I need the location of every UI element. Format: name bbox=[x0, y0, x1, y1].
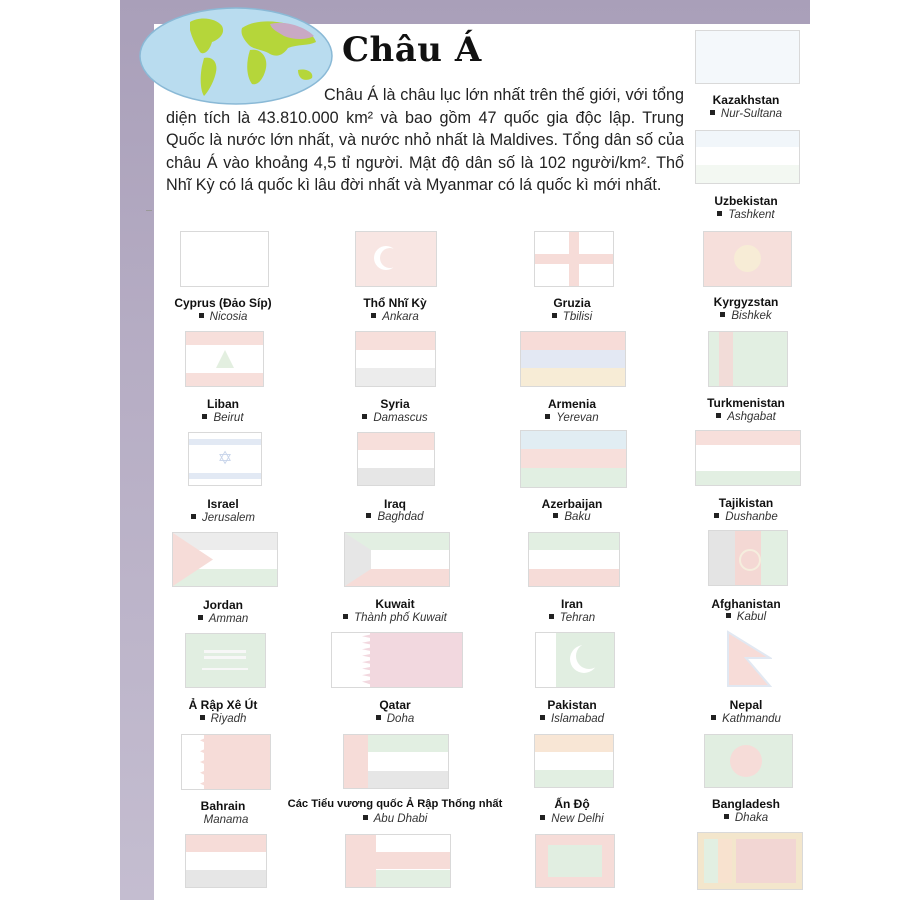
flag-bahrain bbox=[181, 734, 271, 790]
capital-name: Manama bbox=[203, 814, 249, 826]
country-name: Bangladesh bbox=[711, 797, 780, 811]
capital-name: Dhaka bbox=[646, 812, 846, 824]
intro-paragraph bbox=[166, 84, 684, 197]
flag-maldives bbox=[535, 834, 615, 888]
capital-name: Baghdad bbox=[295, 511, 495, 523]
capital-name: Kathmandu bbox=[646, 713, 846, 725]
flag-iran bbox=[528, 532, 620, 587]
country-name: Ả Rập Xê Út bbox=[188, 698, 258, 712]
capital-name: Kabul bbox=[646, 611, 846, 623]
capital-name: Ashgabat bbox=[646, 411, 846, 423]
country-name: Gruzia bbox=[553, 296, 591, 310]
capital-name: Beirut bbox=[123, 412, 323, 424]
country-name: Pakistan bbox=[547, 698, 597, 712]
capital-name: Nur-Sultana bbox=[646, 108, 846, 120]
capital-name: Thành phố Kuwait bbox=[295, 612, 495, 624]
capital-name: New Delhi bbox=[472, 813, 672, 825]
flag-turkmenistan bbox=[708, 331, 788, 387]
country-name: Kazakhstan bbox=[712, 93, 780, 107]
margin-tick bbox=[146, 210, 152, 211]
outer-margin-right bbox=[810, 0, 900, 900]
country-name: Iraq bbox=[383, 497, 406, 511]
flag-qatar bbox=[331, 632, 463, 688]
flag-turkey bbox=[355, 231, 437, 287]
flag-kuwait bbox=[344, 532, 450, 587]
flag-iraq bbox=[357, 432, 435, 486]
page-title: Châu Á bbox=[342, 30, 482, 70]
flag-jordan bbox=[172, 532, 278, 587]
flag-bangladesh bbox=[704, 734, 793, 788]
flag-yemen bbox=[185, 834, 267, 888]
country-name: Qatar bbox=[379, 698, 411, 712]
capital-name: Tbilisi bbox=[472, 311, 672, 323]
country-name: Nepal bbox=[729, 698, 763, 712]
flag-syria bbox=[355, 331, 436, 387]
capital-name: Dushanbe bbox=[646, 511, 846, 523]
country-name: Các Tiểu vương quốc Ả Rập Thống nhất bbox=[287, 798, 503, 810]
flag-india bbox=[534, 734, 614, 788]
country-name: Kyrgyzstan bbox=[713, 295, 779, 309]
country-name: Tajikistan bbox=[718, 496, 774, 510]
flag-azerbaijan bbox=[520, 430, 627, 488]
flag-nepal bbox=[726, 630, 772, 688]
flag-afghanistan bbox=[708, 530, 788, 586]
flag-pakistan bbox=[535, 632, 615, 688]
capital-name: Doha bbox=[295, 713, 495, 725]
flag-uae bbox=[343, 734, 449, 789]
flag-israel: ✡ bbox=[188, 432, 262, 486]
capital-name: Damascus bbox=[295, 412, 495, 424]
country-name: Bahrain bbox=[200, 799, 246, 813]
country-name: Jordan bbox=[202, 598, 243, 612]
capital-name: Ankara bbox=[295, 311, 495, 323]
country-name: Cyprus (Đảo Síp) bbox=[174, 296, 272, 310]
flag-oman bbox=[345, 834, 451, 888]
flag-sri-lanka bbox=[697, 832, 803, 890]
capital-name: Amman bbox=[123, 613, 323, 625]
country-name: Uzbekistan bbox=[714, 194, 778, 208]
country-name: Liban bbox=[207, 397, 239, 411]
flag-kyrgyzstan bbox=[703, 231, 792, 287]
capital-name: Tehran bbox=[472, 612, 672, 624]
country-name: Afghanistan bbox=[711, 597, 781, 611]
capital-name: Riyadh bbox=[123, 713, 323, 725]
flag-uzbekistan bbox=[695, 130, 800, 184]
capital-name: Tashkent bbox=[646, 209, 846, 221]
flag-armenia bbox=[520, 331, 626, 387]
country-name: Armenia bbox=[547, 397, 597, 411]
country-name: Ấn Độ bbox=[554, 797, 590, 811]
capital-name: Nicosia bbox=[123, 311, 323, 323]
intro-text: Châu Á là châu lục lớn nhất trên thế giới, với tổng diện tích là 43.810.000 km² và bao gồm 47 quốc gia độc lập. Trung Quốc là nước lớn nhất, và nước nhỏ nhất là Maldives. Tổng dân số của châu Á vào khoảng 4,5 tỉ người. Mật độ dân số là 102 người/km². Thổ Nhĩ Kỳ có lá quốc kì lâu đời nhất và Myanmar có lá quốc kì mới nhất. bbox=[166, 86, 684, 195]
flag-georgia bbox=[534, 231, 614, 287]
flag-saudi-arabia bbox=[185, 633, 266, 688]
capital-name: Abu Dhabi bbox=[295, 813, 495, 825]
country-name: Kuwait bbox=[375, 597, 415, 611]
flag-tajikistan bbox=[695, 430, 801, 486]
outer-margin-left bbox=[0, 0, 120, 900]
capital-name: Jerusalem bbox=[123, 512, 323, 524]
country-name: Azerbaijan bbox=[541, 497, 603, 511]
capital-name: Baku bbox=[472, 511, 672, 523]
country-name: Thổ Nhĩ Kỳ bbox=[363, 296, 427, 310]
flag-cyprus bbox=[180, 231, 269, 287]
flag-lebanon bbox=[185, 331, 264, 387]
country-name: Iran bbox=[560, 597, 583, 611]
capital-name: Bishkek bbox=[646, 310, 846, 322]
country-name: Israel bbox=[207, 497, 239, 511]
capital-name: Islamabad bbox=[472, 713, 672, 725]
capital-name: Yerevan bbox=[472, 412, 672, 424]
country-name: Syria bbox=[380, 397, 410, 411]
country-name: Turkmenistan bbox=[707, 396, 785, 410]
flag-kazakhstan bbox=[695, 30, 800, 84]
